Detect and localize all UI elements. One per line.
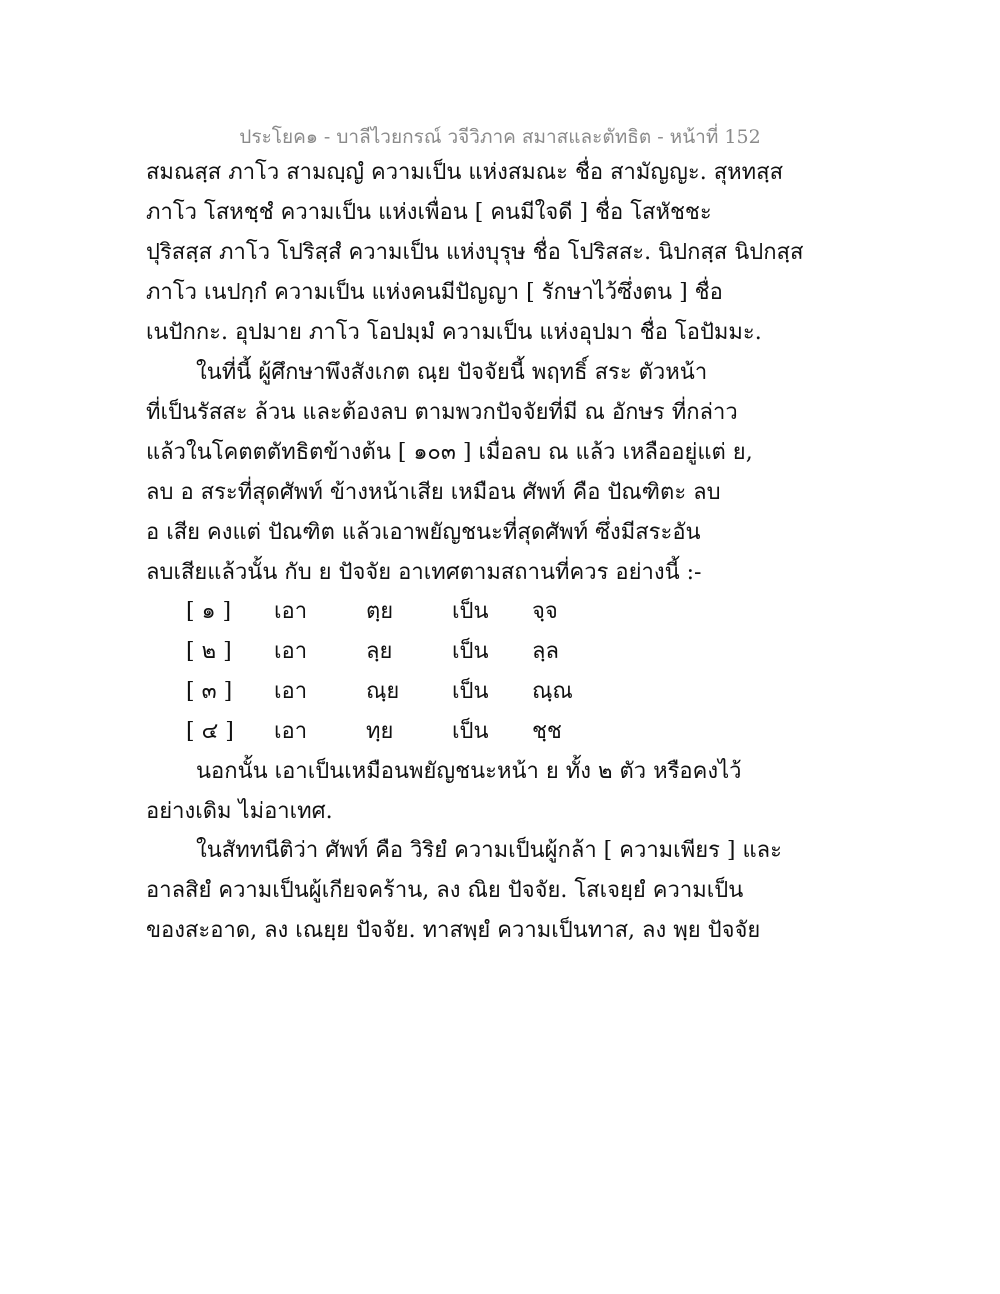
page-header: ประโยค๑ - บาลีไวยกรณ์ วจีวิภาค สมาสและตัทธิต - หน้าที่ 152	[239, 126, 761, 148]
text-line: ปุริสสฺส ภาโว โปริสฺสํ ความเป็น แห่งบุรุษ ชื่อ โปริสสะ. นิปกสฺส นิปกสฺส	[146, 240, 804, 265]
text-line: ของสะอาด, ลง เณยฺย ปัจจัย. ทาสพฺยํ ความเป็นทาส, ลง พฺย ปัจจัย	[146, 918, 761, 943]
table-row	[0, 677, 1000, 707]
text-line: ที่เป็นรัสสะ ล้วน และต้องลบ ตามพวกปัจจัยที่มี ณ อักษร ที่กล่าว	[146, 400, 738, 425]
row-verb: เอา	[274, 679, 308, 704]
text-line: นอกนั้น เอาเป็นเหมือนพยัญชนะหน้า ย ทั้ง ๒ ตัว หรือคงไว้	[196, 759, 742, 784]
text-line: อาลสิยํ ความเป็นผู้เกียจคร้าน, ลง ณิย ปัจจัย. โสเจยฺยํ ความเป็น	[146, 878, 744, 903]
row-as: เป็น	[452, 639, 489, 664]
row-verb: เอา	[274, 599, 308, 624]
text-line: ในที่นี้ ผู้ศึกษาพึงสังเกต ณฺย ปัจจัยนี้ พฤทธิ์ สระ ตัวหน้า	[196, 360, 708, 385]
row-to: ลฺล	[532, 639, 559, 664]
text-line: ในสัททนีติว่า ศัพท์ คือ วิริยํ ความเป็นผู้กล้า [ ความเพียร ] และ	[196, 838, 782, 863]
text-line: เนปักกะ. อุปมาย ภาโว โอปมฺมํ ความเป็น แห่งอุปมา ชื่อ โอปัมมะ.	[146, 320, 762, 345]
row-from: ลฺย	[366, 639, 393, 664]
row-number: [ ๑ ]	[186, 599, 232, 624]
row-as: เป็น	[452, 719, 489, 744]
table-row	[0, 637, 1000, 667]
row-from: ตฺย	[366, 599, 394, 624]
row-as: เป็น	[452, 599, 489, 624]
row-from: ทฺย	[366, 719, 394, 744]
text-line: สมณสฺส ภาโว สามญฺญํ ความเป็น แห่งสมณะ ชื่อ สามัญญะ. สุหทสฺส	[146, 160, 783, 185]
text-line: อย่างเดิม ไม่อาเทศ.	[146, 799, 333, 824]
row-verb: เอา	[274, 719, 308, 744]
row-as: เป็น	[452, 679, 489, 704]
table-row	[0, 597, 1000, 627]
table-row	[0, 717, 1000, 747]
text-line: อ เสีย คงแต่ ปัณฑิต แล้วเอาพยัญชนะที่สุดศัพท์ ซึ่งมีสระอัน	[146, 520, 701, 545]
row-to: จฺจ	[532, 599, 558, 624]
text-line: ภาโว เนปกฺกํ ความเป็น แห่งคนมีปัญญา [ รักษาไว้ซึ่งตน ] ชื่อ	[146, 280, 723, 305]
row-number: [ ๓ ]	[186, 679, 233, 704]
text-line: ภาโว โสหชฺชํ ความเป็น แห่งเพื่อน [ คนมีใจดี ] ชื่อ โสหัชชะ	[146, 200, 712, 225]
row-to: ชฺช	[532, 719, 562, 744]
row-number: [ ๒ ]	[186, 639, 232, 664]
row-verb: เอา	[274, 639, 308, 664]
text-line: ลบเสียแล้วนั้น กับ ย ปัจจัย อาเทศตามสถานที่ควร อย่างนี้ :-	[146, 560, 702, 585]
row-number: [ ๔ ]	[186, 719, 234, 744]
row-to: ณฺณ	[532, 679, 573, 704]
text-line: แล้วในโคตตตัทธิตข้างต้น [ ๑๐๓ ] เมื่อลบ ณ แล้ว เหลืออยู่แต่ ย,	[146, 440, 753, 465]
text-line: ลบ อ สระที่สุดศัพท์ ข้างหน้าเสีย เหมือน ศัพท์ คือ ปัณฑิตะ ลบ	[146, 480, 721, 505]
row-from: ณฺย	[366, 679, 400, 704]
